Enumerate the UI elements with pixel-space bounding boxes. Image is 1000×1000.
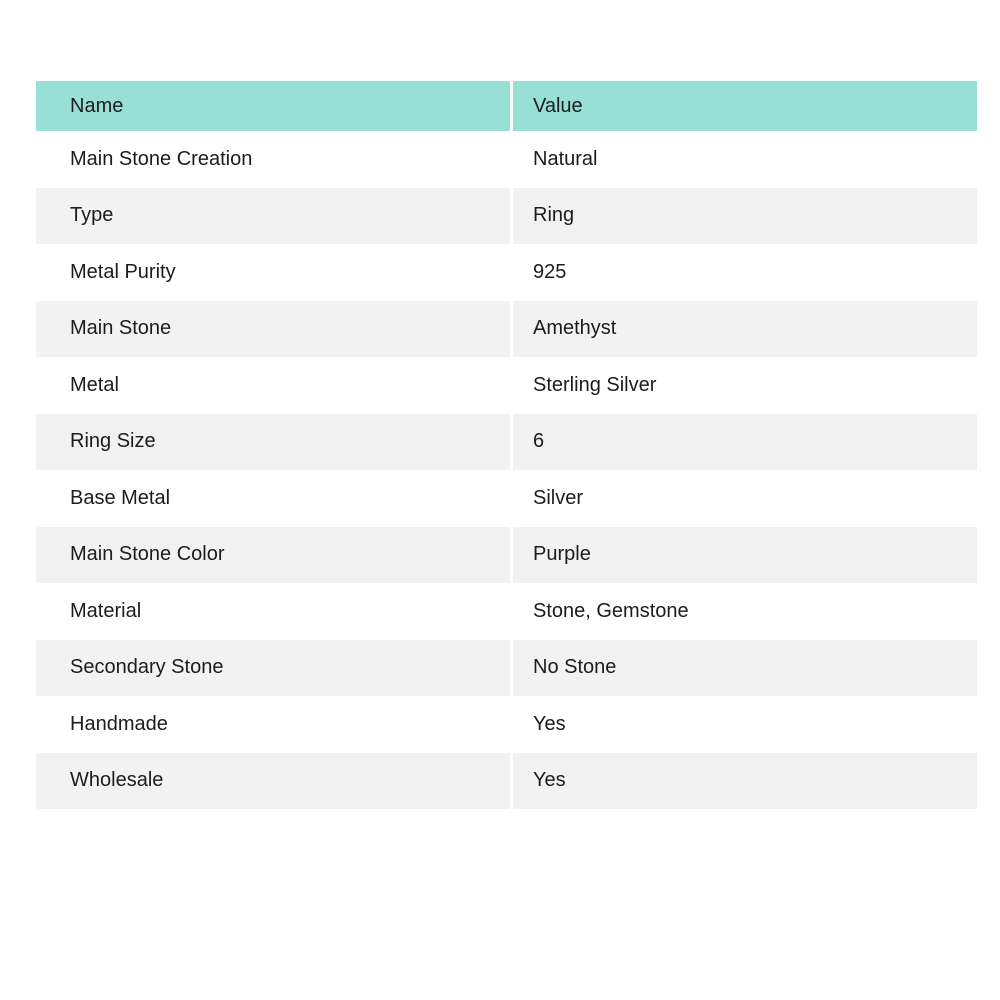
- table-row: [36, 131, 977, 188]
- attr-value-cell: Silver: [513, 470, 977, 527]
- attr-value-cell: 6: [513, 414, 977, 471]
- attr-value-cell: Yes: [513, 696, 977, 753]
- table-row: [36, 640, 977, 697]
- attr-value-cell: Sterling Silver: [513, 357, 977, 414]
- table-row: [36, 470, 977, 527]
- table-row: [36, 583, 977, 640]
- product-spec-table: [36, 81, 977, 809]
- attr-name-cell: Handmade: [36, 696, 510, 753]
- attr-name-cell: Metal: [36, 357, 510, 414]
- table-row: [36, 357, 977, 414]
- attr-value-cell: Amethyst: [513, 301, 977, 358]
- attr-value-cell: Ring: [513, 188, 977, 245]
- attr-name-cell: Main Stone Creation: [36, 131, 510, 188]
- attr-name-cell: Secondary Stone: [36, 640, 510, 697]
- table-row: [36, 753, 977, 810]
- table-row: [36, 188, 977, 245]
- table-row: [36, 527, 977, 584]
- attr-name-cell: Ring Size: [36, 414, 510, 471]
- attr-value-cell: Purple: [513, 527, 977, 584]
- attr-value-cell: 925: [513, 244, 977, 301]
- table-row: [36, 696, 977, 753]
- table-body: [36, 131, 977, 809]
- attr-name-cell: Material: [36, 583, 510, 640]
- header-cell-value: Value: [513, 81, 977, 131]
- table-row: [36, 301, 977, 358]
- attr-value-cell: Natural: [513, 131, 977, 188]
- attr-value-cell: Yes: [513, 753, 977, 810]
- header-cell-name: Name: [36, 81, 510, 131]
- attr-value-cell: Stone, Gemstone: [513, 583, 977, 640]
- attr-name-cell: Base Metal: [36, 470, 510, 527]
- attr-name-cell: Main Stone Color: [36, 527, 510, 584]
- attr-name-cell: Main Stone: [36, 301, 510, 358]
- attr-value-cell: No Stone: [513, 640, 977, 697]
- table-row: [36, 244, 977, 301]
- table-header-row: [36, 81, 977, 131]
- table-row: [36, 414, 977, 471]
- attr-name-cell: Metal Purity: [36, 244, 510, 301]
- attr-name-cell: Type: [36, 188, 510, 245]
- attr-name-cell: Wholesale: [36, 753, 510, 810]
